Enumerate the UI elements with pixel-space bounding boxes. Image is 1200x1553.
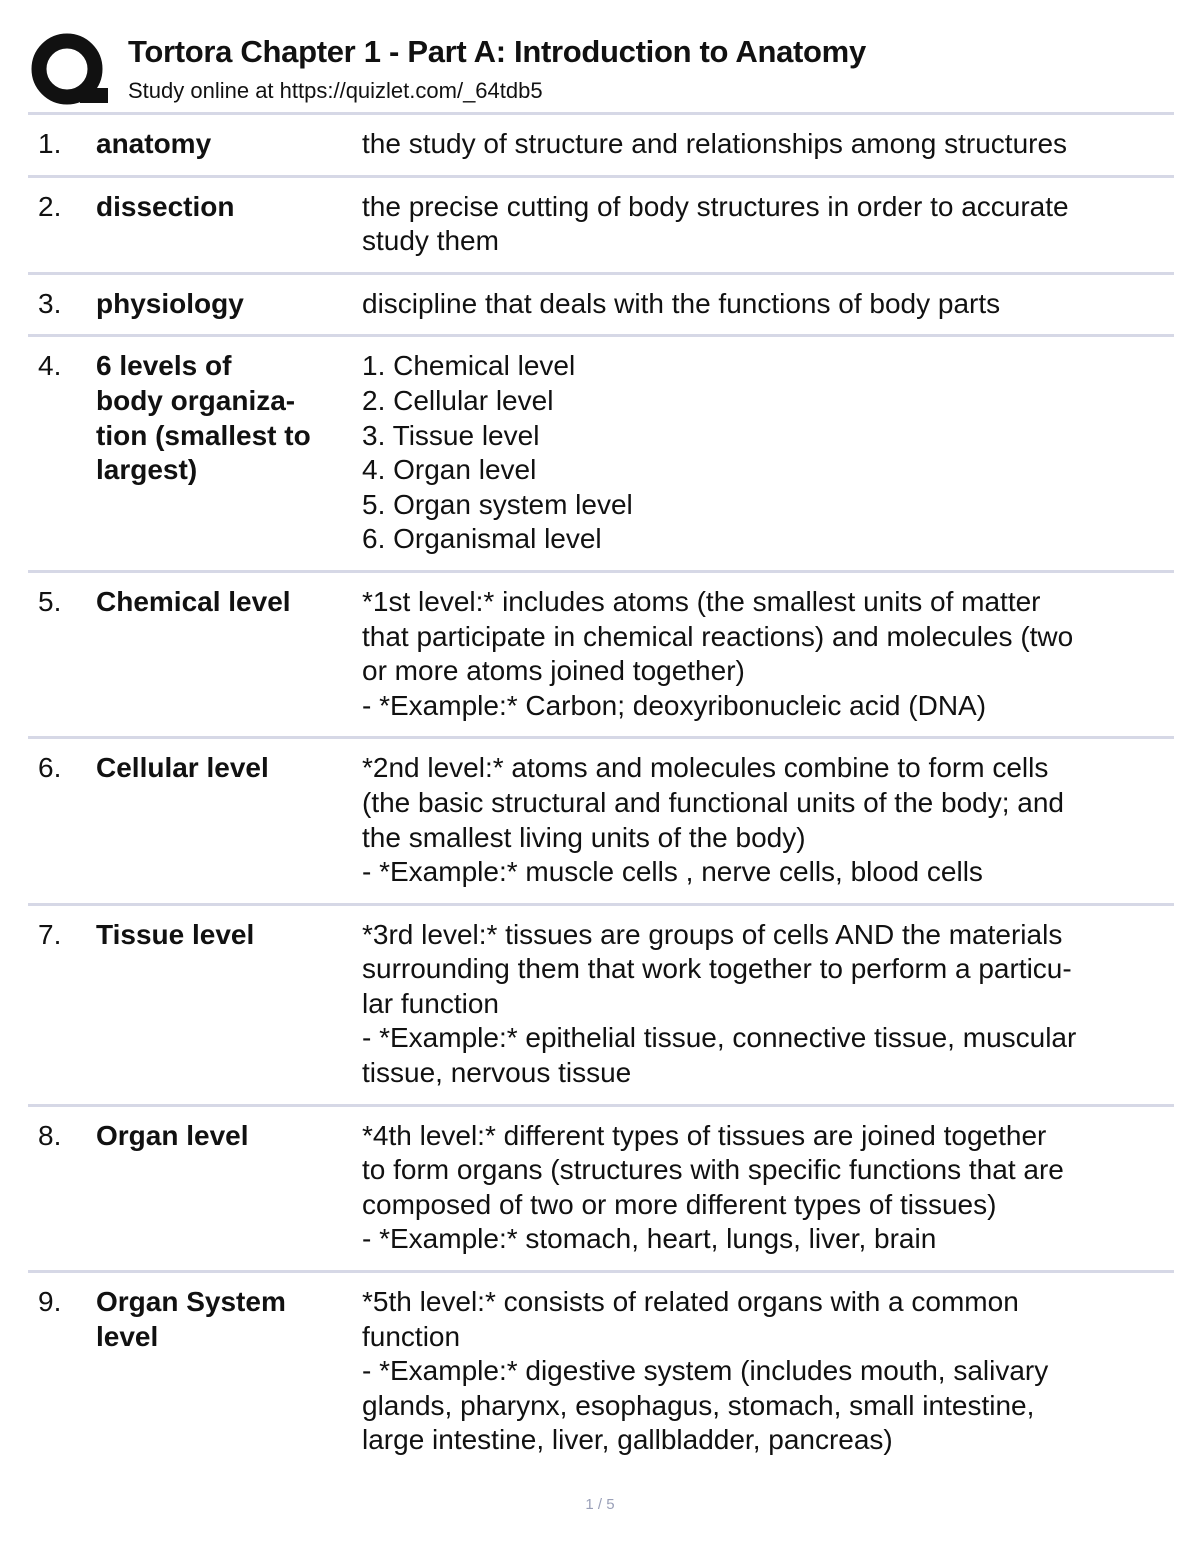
card-number: 3. (38, 287, 62, 319)
study-online-link[interactable]: Study online at https://quizlet.com/_64tdb5 (128, 78, 543, 103)
card-definition: *3rd level:* tissues are groups of cells AND the materials surrounding them that work together to perform a particu- lar function - *Example:* epithelial tissue, connective tissue, muscular tissue, nervous tissue (362, 918, 1077, 1089)
card-term: Cellular level (96, 752, 269, 784)
card-number: 7. (38, 918, 62, 950)
card-definition: *5th level:* consists of related organs with a common function - *Example:* digestive system (includes mouth, salivary glands, pharynx, esophagus, stomach, small intestine, large intestine, liver, gallbladder, pancreas) (362, 1286, 1049, 1456)
card-term: Organ level (96, 1119, 249, 1151)
card-term: Tissue level (96, 918, 255, 950)
flashcard-row (28, 739, 1174, 905)
flashcard-row (28, 1273, 1174, 1471)
card-definition: the precise cutting of body structures in order to accurate study them (362, 190, 1069, 257)
card-definition: the study of structure and relationships among structures (362, 128, 1068, 159)
card-definition: discipline that deals with the functions of body parts (362, 287, 1001, 319)
card-number: 1. (38, 128, 62, 159)
flashcard-row (28, 178, 1174, 275)
card-term: anatomy (96, 128, 212, 159)
card-definition: *1st level:* includes atoms (the smallest units of matter that participate in chemical reactions) and molecules (two or more atoms joined together) - *Example:* Carbon; deoxyribonucleic acid (DNA) (362, 585, 1074, 721)
card-number: 4. (38, 350, 62, 382)
flashcard-row (28, 275, 1174, 338)
flashcard-row (28, 906, 1174, 1107)
flashcard-list (28, 115, 1174, 1471)
document-title: Tortora Chapter 1 - Part A: Introduction to Anatomy (128, 34, 866, 69)
flashcard-row (28, 1107, 1174, 1273)
card-definition: *2nd level:* atoms and molecules combine to form cells (the basic structural and functional units of the body; and the smallest living units of the body) - *Example:* muscle cells , nerve cells, blood cells (362, 752, 1064, 888)
page-indicator: 1 / 5 (585, 1496, 615, 1513)
card-term: dissection (96, 190, 235, 222)
card-definition: 1. Chemical level 2. Cellular level 3. Tissue level 4. Organ level 5. Organ system level 6. Organismal level (362, 350, 633, 555)
card-term: 6 levels of body organiza- tion (smallest to largest) (96, 350, 311, 486)
card-term: Chemical level (96, 585, 291, 617)
card-number: 6. (38, 752, 62, 784)
card-term: Organ System level (96, 1286, 286, 1352)
flashcard-row (28, 573, 1174, 739)
card-term: physiology (96, 287, 244, 319)
card-number: 2. (38, 190, 62, 222)
flashcard-row (28, 115, 1174, 178)
quizlet-logo-icon (30, 32, 108, 110)
document-header (30, 28, 1180, 110)
flashcard-row (28, 337, 1174, 573)
card-number: 9. (38, 1286, 62, 1318)
card-number: 8. (38, 1119, 62, 1151)
card-number: 5. (38, 585, 62, 617)
card-definition: *4th level:* different types of tissues are joined together to form organs (structures with specific functions that are composed of two or more different types of tissues) - *Example:* stomach, heart, lungs, liver, brain (362, 1119, 1064, 1255)
